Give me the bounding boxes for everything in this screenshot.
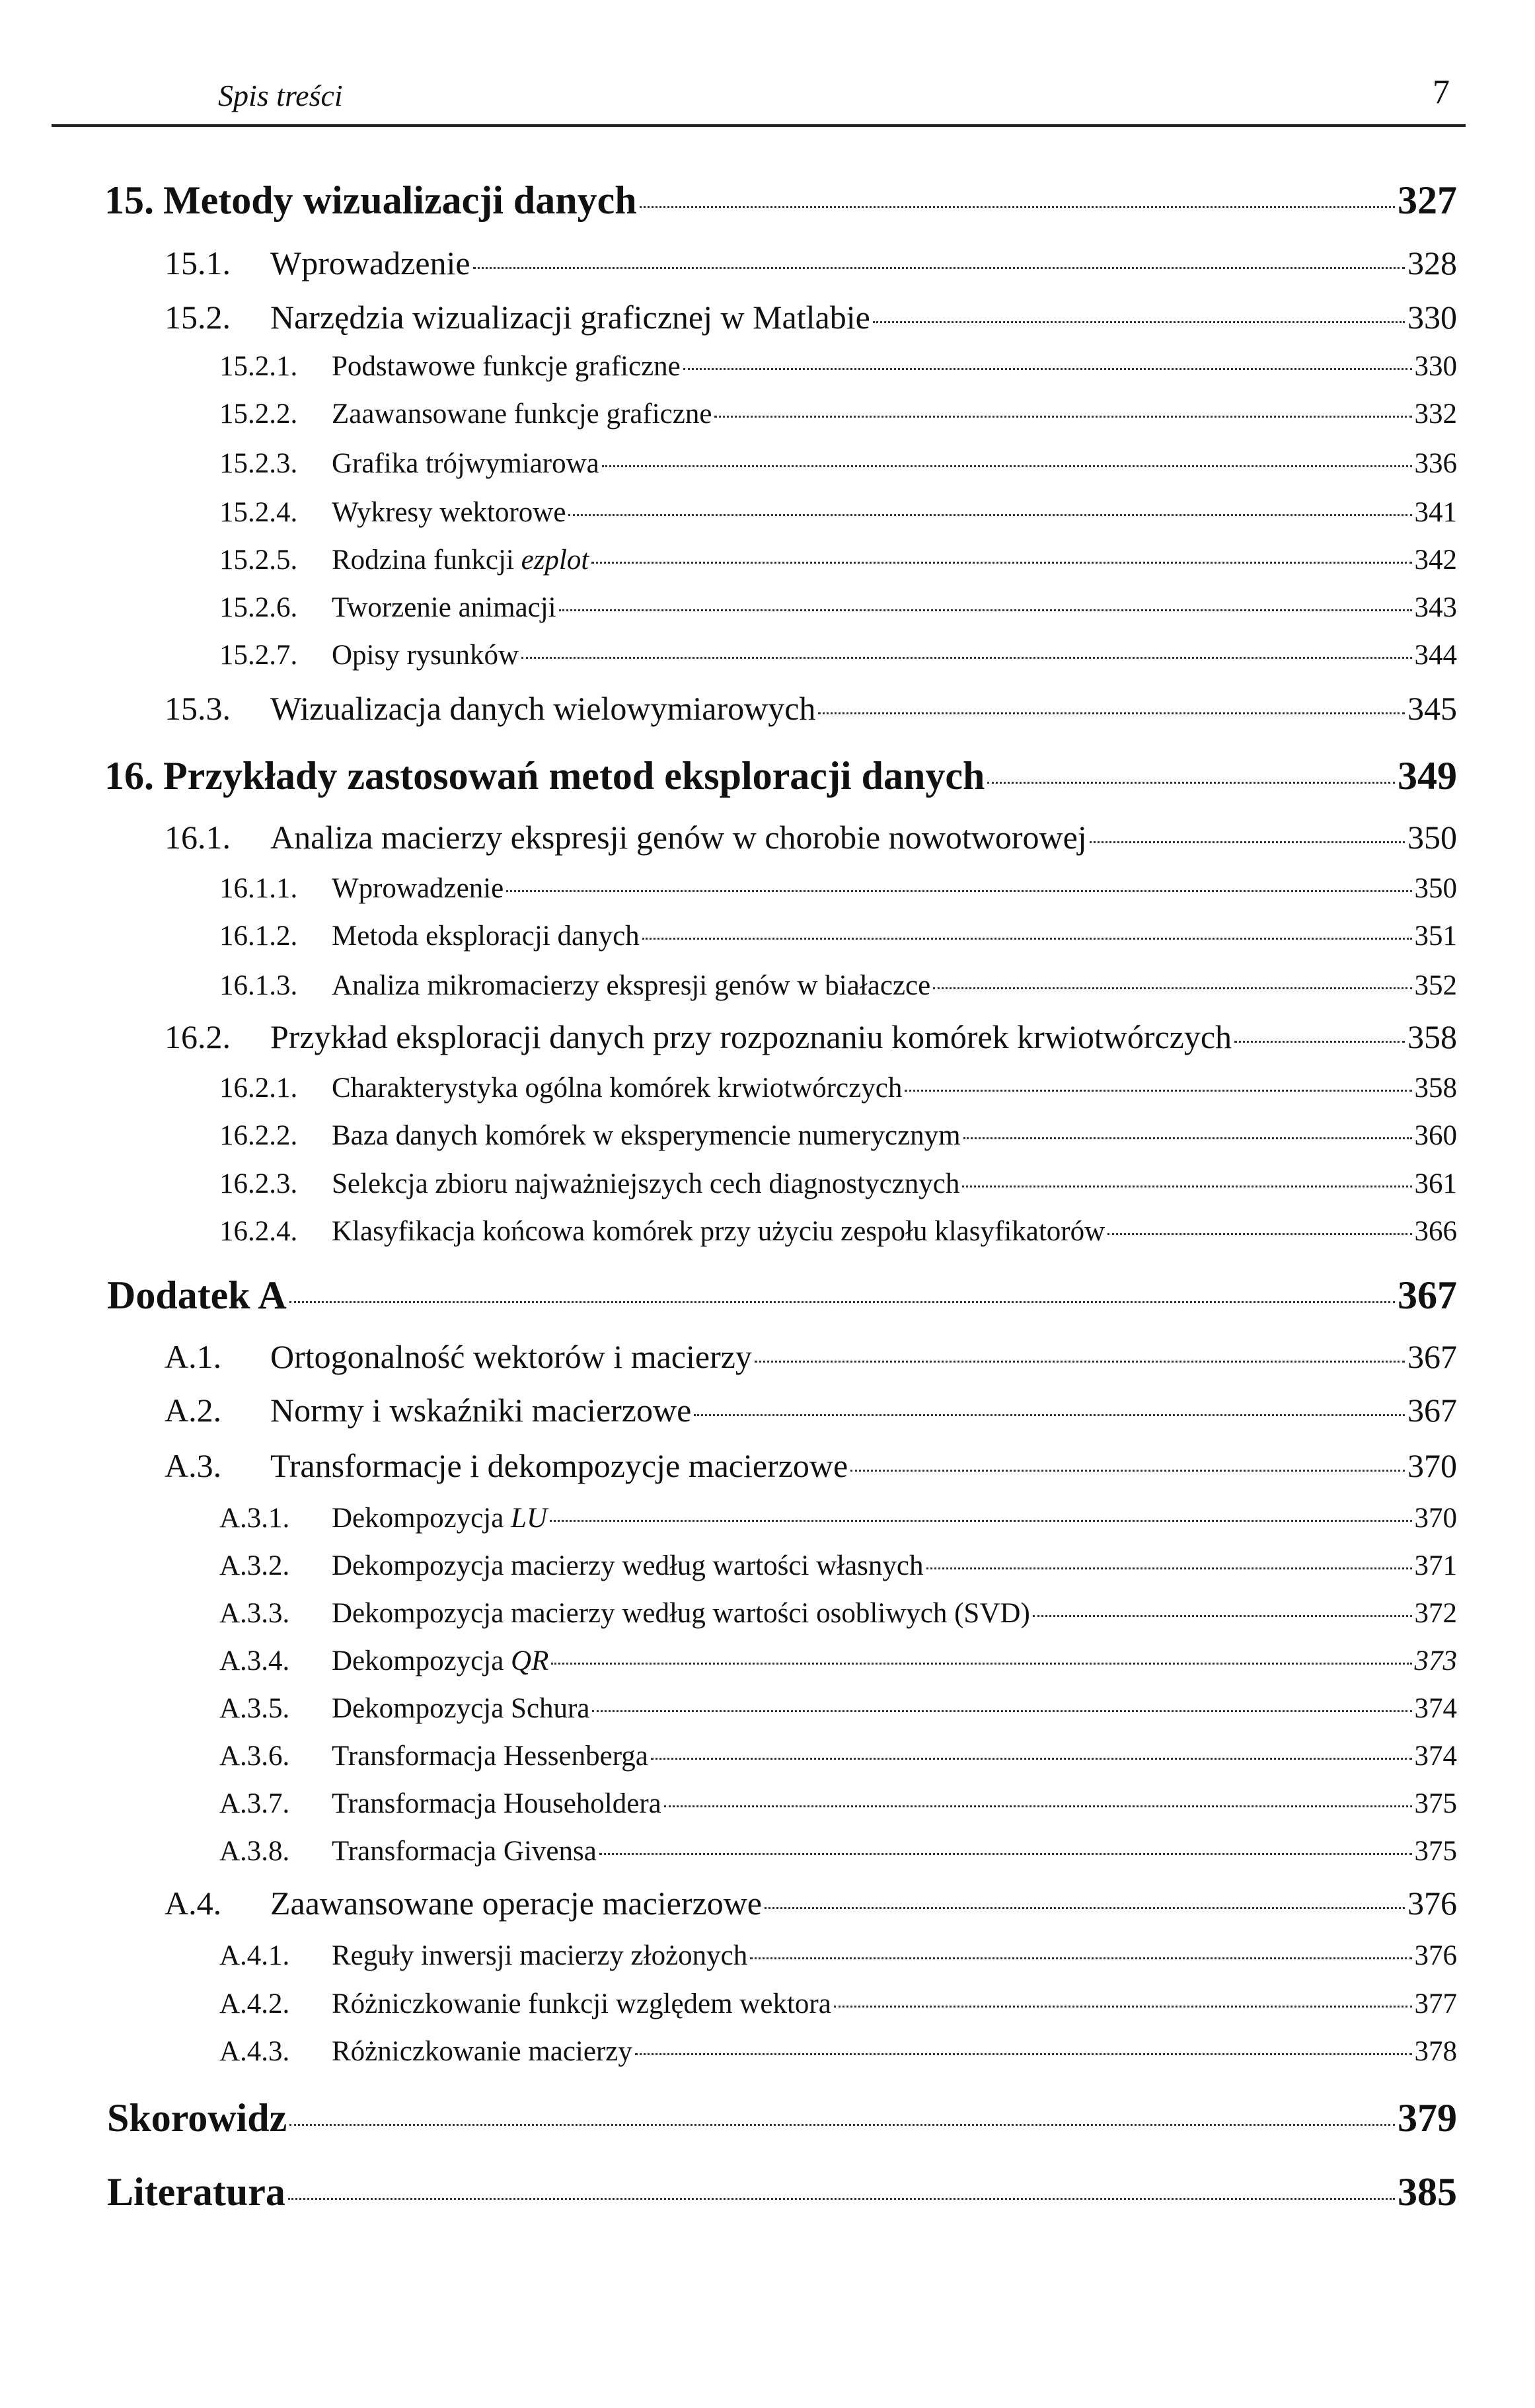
toc-entry <box>219 591 1457 624</box>
leader-dots <box>599 1853 1412 1855</box>
leader-dots <box>559 609 1412 611</box>
entry-page: 345 <box>1407 690 1457 727</box>
entry-title-text: Klasyfikacja końcowa komórek przy użyciu zespołu klasyfikatorów <box>332 1216 1105 1247</box>
leader-dots <box>602 465 1412 467</box>
entry-title <box>332 1215 1105 1248</box>
entry-number: 15.2.2. <box>219 398 298 430</box>
leader-dots <box>288 2198 1395 2200</box>
entry-title <box>332 447 599 480</box>
leader-dots <box>1090 841 1405 843</box>
leader-dots <box>289 2124 1395 2126</box>
entry-number: 16.1.3. <box>219 970 298 1001</box>
entry-title <box>332 591 556 624</box>
entry-page: 367 <box>1407 1338 1457 1375</box>
entry-title-text: Opisy rysunków <box>332 640 519 671</box>
leader-dots <box>683 368 1412 370</box>
entry-title-text: Charakterystyka ogólna komórek krwiotwórczych <box>332 1072 903 1104</box>
toc-entry <box>165 689 1457 728</box>
entry-title-italic: QR <box>511 1645 549 1676</box>
entry-page: 336 <box>1414 448 1457 479</box>
entry-title <box>332 1502 547 1534</box>
toc-entry <box>219 1502 1457 1534</box>
entry-number: A.3. <box>165 1447 222 1484</box>
entry-title <box>332 350 681 383</box>
entry-page: 350 <box>1407 819 1457 856</box>
entry-title-text: Reguły inwersji macierzy złożonych <box>332 1940 748 1971</box>
entry-title-text: Baza danych komórek w eksperymencie numerycznym <box>332 1120 961 1151</box>
entry-number: A.3.5. <box>219 1693 290 1724</box>
entry-page: 351 <box>1414 921 1457 952</box>
page-number: 7 <box>1433 73 1450 111</box>
entry-title <box>163 753 985 799</box>
leader-dots <box>664 1805 1412 1807</box>
entry-title <box>332 1072 902 1104</box>
leader-dots <box>642 938 1412 940</box>
leader-dots <box>506 890 1411 892</box>
entry-page: 367 <box>1398 1273 1457 1317</box>
entry-page: 360 <box>1414 1120 1457 1151</box>
entry-page: 342 <box>1414 545 1457 576</box>
entry-title-text: Normy i wskaźniki macierzowe <box>270 1392 692 1429</box>
entry-title <box>332 969 930 1002</box>
entry-number: 15.2.5. <box>219 545 298 576</box>
toc-entry <box>107 1273 1457 1318</box>
entry-page: 330 <box>1407 299 1457 336</box>
entry-title-text: Analiza macierzy ekspresji genów w chorobie nowotworowej <box>270 819 1087 856</box>
entry-title <box>332 496 566 529</box>
leader-dots <box>1234 1041 1405 1043</box>
entry-page: 375 <box>1414 1836 1457 1867</box>
entry-title <box>107 1273 287 1318</box>
toc-entry <box>219 1740 1457 1772</box>
entry-number: A.4.1. <box>219 1940 290 1971</box>
entry-page: 374 <box>1414 1741 1457 1772</box>
entry-title-text: Transformacja Householdera <box>332 1788 661 1819</box>
entry-page: 358 <box>1407 1018 1457 1055</box>
toc-entry <box>107 2169 1457 2215</box>
entry-title <box>332 1645 548 1677</box>
entry-page: 375 <box>1414 1788 1457 1819</box>
toc-entry <box>165 244 1457 282</box>
leader-dots <box>873 321 1405 323</box>
leader-dots <box>963 1137 1412 1139</box>
entry-title <box>270 1884 762 1922</box>
entry-page: 370 <box>1407 1447 1457 1484</box>
toc-entry <box>219 496 1457 529</box>
toc-entry <box>219 350 1457 383</box>
entry-title-text: Rodzina funkcji <box>332 545 521 576</box>
entry-title-text: Przykład eksploracji danych przy rozpoznaniu komórek krwiotwórczych <box>270 1018 1232 1055</box>
entry-title-text: Różniczkowanie macierzy <box>332 2036 632 2067</box>
entry-title <box>332 872 504 905</box>
toc-entry <box>165 818 1457 856</box>
entry-title-italic: ezplot <box>521 545 589 576</box>
toc-entry <box>219 544 1457 576</box>
entry-page: 328 <box>1407 245 1457 282</box>
entry-title <box>332 1168 959 1200</box>
entry-title-text: Dekompozycja <box>332 1503 511 1534</box>
entry-number: 16.2. <box>165 1018 231 1055</box>
leader-dots <box>1107 1233 1411 1235</box>
entry-number: 16.1. <box>165 819 231 856</box>
entry-page: 385 <box>1398 2170 1457 2214</box>
toc-entry <box>219 2035 1457 2068</box>
leader-dots <box>521 657 1411 659</box>
entry-number: 15.2.7. <box>219 640 298 671</box>
entry-page: 332 <box>1414 398 1457 430</box>
entry-title-text: Tworzenie animacji <box>332 592 556 623</box>
leader-dots <box>1033 1615 1412 1617</box>
toc-entry <box>165 1337 1457 1376</box>
entry-number: 15.2.6. <box>219 592 298 623</box>
leader-dots <box>651 1758 1412 1760</box>
entry-number: A.3.1. <box>219 1503 290 1534</box>
entry-page: 358 <box>1414 1072 1457 1104</box>
entry-page: 343 <box>1414 592 1457 623</box>
leader-dots <box>550 1520 1411 1522</box>
leader-dots <box>714 416 1411 418</box>
leader-dots <box>926 1567 1412 1569</box>
entry-title <box>270 1337 752 1376</box>
entry-title-italic: LU <box>511 1503 548 1534</box>
entry-number: A.2. <box>165 1392 222 1429</box>
toc-entry <box>219 1550 1457 1582</box>
entry-title-text: Transformacja Hessenberga <box>332 1741 648 1772</box>
toc-entry <box>165 1018 1457 1056</box>
entry-page: 374 <box>1414 1693 1457 1724</box>
entry-number: A.3.8. <box>219 1836 290 1867</box>
entry-title <box>270 298 870 336</box>
toc-entry <box>219 1835 1457 1867</box>
entry-title <box>332 2035 632 2068</box>
toc-entry <box>107 2095 1457 2141</box>
entry-number: 16.1.2. <box>219 921 298 952</box>
toc-entry <box>165 1391 1457 1429</box>
entry-title <box>107 2169 285 2215</box>
toc-entry <box>219 1939 1457 1972</box>
entry-page: 376 <box>1407 1885 1457 1922</box>
entry-page: 372 <box>1414 1598 1457 1629</box>
leader-dots <box>933 987 1411 989</box>
entry-number: 16. <box>104 754 154 798</box>
entry-title-text: Dekompozycja Schura <box>332 1693 590 1724</box>
toc-entry <box>219 398 1457 430</box>
entry-page: 344 <box>1414 640 1457 671</box>
entry-title <box>270 818 1087 856</box>
entry-title-text: Analiza mikromacierzy ekspresji genów w białaczce <box>332 970 931 1001</box>
entry-title-text: Metoda eksploracji danych <box>332 921 640 952</box>
entry-page: 352 <box>1414 970 1457 1001</box>
entry-title <box>270 1391 691 1429</box>
toc-entry <box>219 872 1457 905</box>
leader-dots <box>592 1710 1411 1712</box>
entry-page: 341 <box>1414 497 1457 528</box>
toc-entry <box>219 1168 1457 1200</box>
entry-title <box>332 1740 648 1772</box>
leader-dots <box>750 1957 1411 1959</box>
entry-title-text: Podstawowe funkcje graficzne <box>332 351 681 382</box>
entry-title <box>332 398 712 430</box>
entry-page: 377 <box>1414 1988 1457 2019</box>
toc-entry <box>219 1597 1457 1630</box>
leader-dots <box>987 782 1395 784</box>
entry-title-text: Dekompozycja macierzy według wartości osobliwych (SVD) <box>332 1598 1030 1629</box>
entry-number: 15.2.4. <box>219 497 298 528</box>
entry-title-text: Wprowadzenie <box>332 873 504 904</box>
entry-number: A.3.7. <box>219 1788 290 1819</box>
toc-entry <box>219 969 1457 1002</box>
header-rule <box>52 124 1466 127</box>
entry-title <box>332 1550 924 1582</box>
entry-title <box>332 1988 831 2020</box>
entry-title-text: Transformacja Givensa <box>332 1836 597 1867</box>
entry-title-text: Literatura <box>107 2170 285 2214</box>
entry-title-text: Dodatek A <box>107 1273 287 1317</box>
entry-number: 15.2.3. <box>219 448 298 479</box>
entry-number: A.3.3. <box>219 1598 290 1629</box>
entry-title-text: Wizualizacja danych wielowymiarowych <box>270 690 816 727</box>
entry-number: A.4.3. <box>219 2036 290 2067</box>
toc-entry <box>219 447 1457 480</box>
entry-title <box>270 244 470 282</box>
entry-page: 327 <box>1398 178 1457 222</box>
entry-title <box>332 920 640 952</box>
entry-number: 15.2.1. <box>219 351 298 382</box>
entry-number: 15.3. <box>165 690 231 727</box>
toc-entry <box>104 178 1457 223</box>
toc-entry <box>219 1215 1457 1248</box>
toc-entry <box>219 1988 1457 2020</box>
running-header-title: Spis treści <box>218 79 343 112</box>
entry-number: 15.2. <box>165 299 231 336</box>
entry-page: 378 <box>1414 2036 1457 2067</box>
entry-title-text: Zaawansowane operacje macierzowe <box>270 1885 762 1922</box>
entry-title <box>332 1119 961 1152</box>
entry-number: 16.2.1. <box>219 1072 298 1104</box>
entry-title <box>107 2095 287 2141</box>
entry-page: 366 <box>1414 1216 1457 1247</box>
toc-entry <box>219 1119 1457 1152</box>
entry-title-text: Ortogonalność wektorów i macierzy <box>270 1338 752 1375</box>
leader-dots <box>962 1185 1411 1187</box>
entry-title-text: Dekompozycja <box>332 1645 511 1676</box>
entry-title-text: Zaawansowane funkcje graficzne <box>332 398 712 430</box>
entry-title-text: Transformacje i dekompozycje macierzowe <box>270 1447 848 1484</box>
entry-title <box>332 1787 661 1820</box>
entry-number: A.3.2. <box>219 1550 290 1581</box>
leader-dots <box>818 712 1405 714</box>
entry-number: 16.1.1. <box>219 873 298 904</box>
leader-dots <box>473 267 1405 269</box>
leader-dots <box>755 1361 1405 1363</box>
entry-title-text: Skorowidz <box>107 2096 287 2140</box>
leader-dots <box>834 2006 1412 2008</box>
entry-page: 330 <box>1414 351 1457 382</box>
toc-entry <box>219 1645 1457 1677</box>
entry-title <box>332 639 519 671</box>
entry-title <box>270 689 815 728</box>
entry-title-text: Wykresy wektorowe <box>332 497 566 528</box>
entry-page: 371 <box>1414 1550 1457 1581</box>
entry-number: 16.2.2. <box>219 1120 298 1151</box>
toc-entry <box>165 1447 1457 1485</box>
leader-dots <box>591 562 1411 564</box>
toc-entry <box>165 298 1457 336</box>
toc-entry <box>104 753 1457 799</box>
entry-title-text: Wprowadzenie <box>270 245 470 282</box>
entry-title-text: Przykłady zastosowań metod eksploracji danych <box>163 754 985 798</box>
entry-title-text: Różniczkowanie funkcji względem wektora <box>332 1988 831 2019</box>
leader-dots <box>905 1090 1411 1092</box>
entry-number: A.4.2. <box>219 1988 290 2019</box>
entry-title <box>270 1447 848 1485</box>
entry-number: 15.1. <box>165 245 231 282</box>
entry-title-text: Dekompozycja macierzy według wartości własnych <box>332 1550 924 1581</box>
entry-number: A.3.4. <box>219 1645 290 1676</box>
entry-title <box>270 1018 1232 1056</box>
entry-page: 370 <box>1414 1503 1457 1534</box>
leader-dots <box>765 1907 1405 1909</box>
toc-entry <box>219 1787 1457 1820</box>
entry-title <box>332 1692 589 1725</box>
entry-page: 350 <box>1414 873 1457 904</box>
entry-page: 379 <box>1398 2096 1457 2140</box>
toc-entry <box>219 639 1457 671</box>
entry-title <box>332 1939 747 1972</box>
entry-number: 16.2.3. <box>219 1168 298 1199</box>
leader-dots <box>568 514 1411 516</box>
toc-entry <box>219 1072 1457 1104</box>
entry-number: 16.2.4. <box>219 1216 298 1247</box>
leader-dots <box>551 1663 1411 1665</box>
toc-entry <box>219 1692 1457 1725</box>
leader-dots <box>640 206 1395 208</box>
entry-title <box>332 544 589 576</box>
entry-number: A.4. <box>165 1885 222 1922</box>
toc-entry <box>165 1884 1457 1922</box>
entry-number: A.3.6. <box>219 1741 290 1772</box>
entry-page: 349 <box>1398 754 1457 798</box>
toc-entry <box>219 920 1457 952</box>
entry-title <box>332 1597 1030 1630</box>
entry-page: 373 <box>1414 1645 1457 1676</box>
entry-page: 367 <box>1407 1392 1457 1429</box>
leader-dots <box>694 1414 1405 1416</box>
leader-dots <box>850 1470 1405 1472</box>
entry-page: 361 <box>1414 1168 1457 1199</box>
entry-number: A.1. <box>165 1338 222 1375</box>
leader-dots <box>635 2053 1412 2055</box>
entry-page: 376 <box>1414 1940 1457 1971</box>
leader-dots <box>289 1301 1395 1303</box>
entry-title-text: Grafika trójwymiarowa <box>332 448 599 479</box>
entry-title <box>332 1835 597 1867</box>
entry-number: 15. <box>104 178 154 222</box>
entry-title-text: Selekcja zbioru najważniejszych cech diagnostycznych <box>332 1168 960 1199</box>
entry-title-text: Narzędzia wizualizacji graficznej w Matlabie <box>270 299 870 336</box>
entry-title <box>163 178 637 223</box>
entry-title-text: Metody wizualizacji danych <box>163 178 637 222</box>
